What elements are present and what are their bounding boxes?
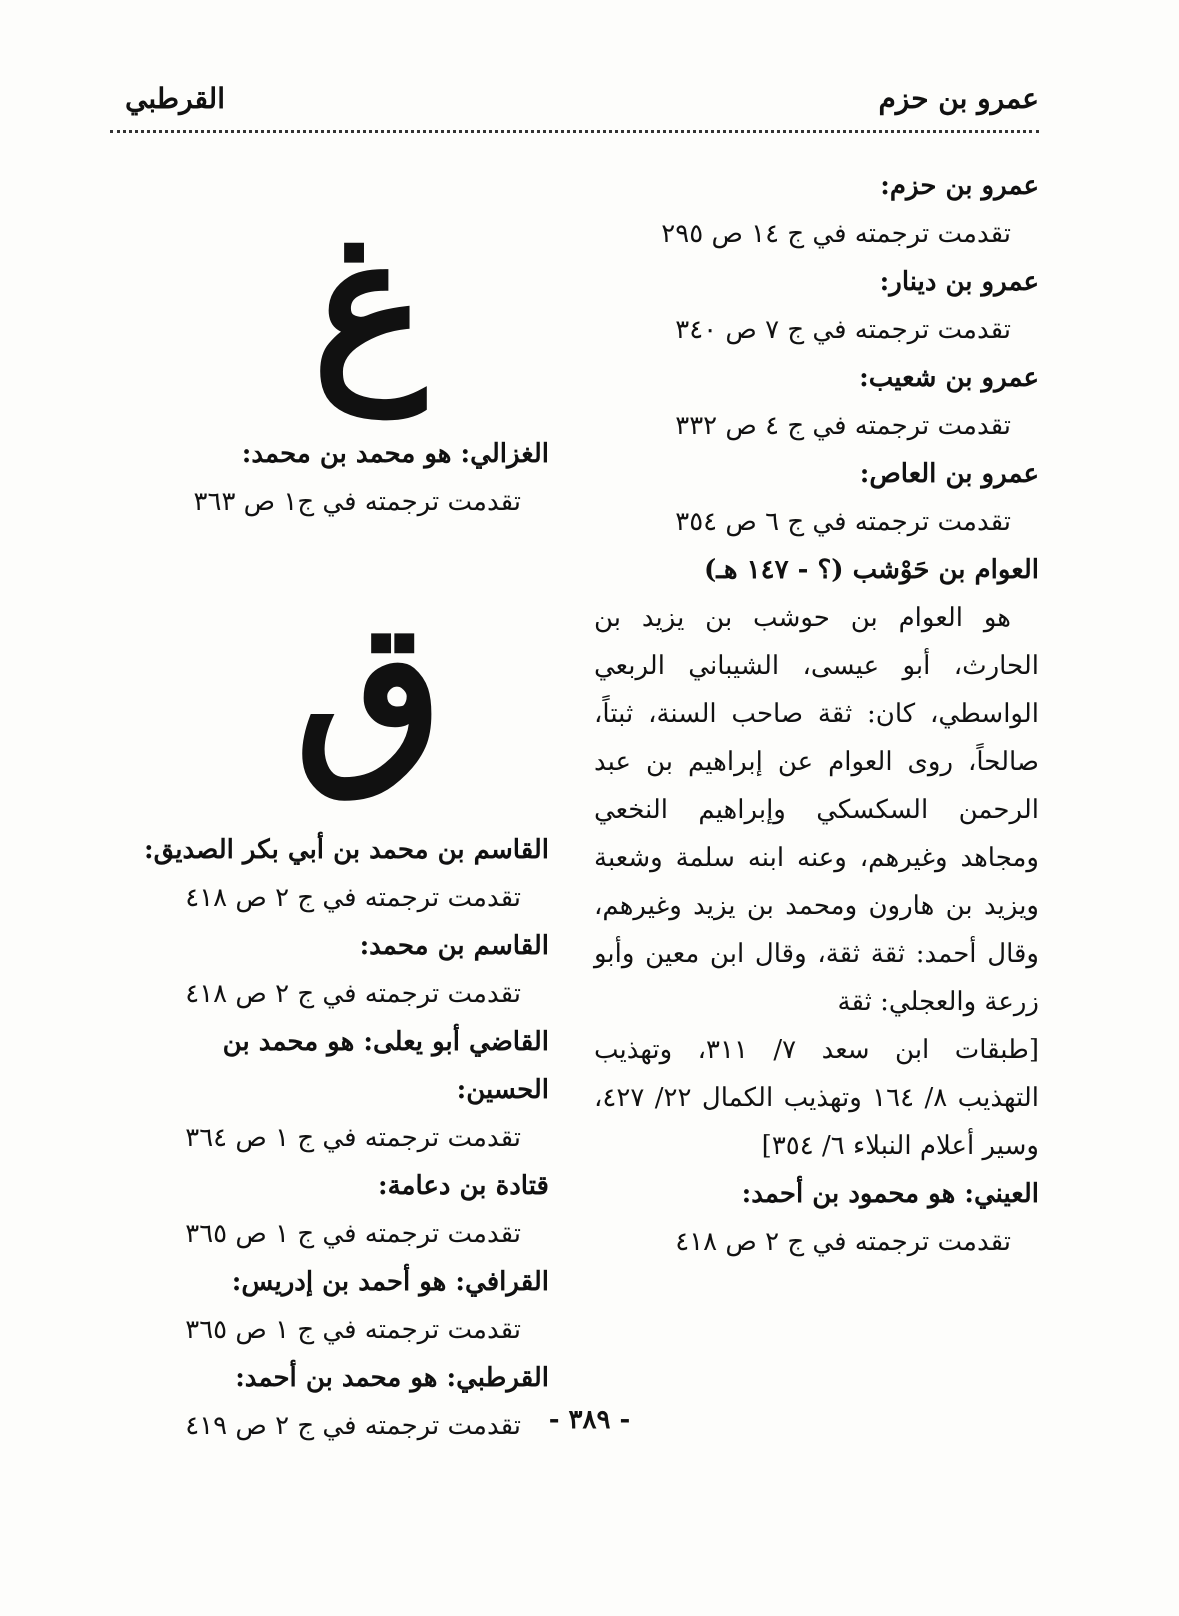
entry: [594, 450, 1039, 546]
entry-reference: تقدمت ترجمته في ج ٢ ص ٤١٨: [675, 1227, 1011, 1257]
entry: [129, 1162, 549, 1258]
entry-name: عمرو بن شعيب:: [859, 363, 1039, 393]
entry: [129, 922, 549, 1018]
entry-name: قتادة بن دعامة:: [377, 1171, 549, 1201]
entry-name: الغزالي: هو محمد بن محمد:: [241, 439, 549, 469]
entry: [129, 826, 549, 922]
entry-reference: تقدمت ترجمته في ج ٢ ص ٤١٨: [185, 979, 521, 1009]
entry: [594, 1170, 1039, 1266]
entry: [594, 162, 1039, 258]
biography-body: هو العوام بن حوشب بن يزيد بن الحارث، أبو عيسى، الشيباني الربعي الواسطي، كان: ثقة صاحب السنة، ثبتاً، صالحاً، روى العوام عن إبراهيم بن عبد الرحمن السكسكي وإبراهيم النخعي ومجاهد وغيرهم، وعنه ابنه سلمة وشعبة ويزيد بن هارون ومحمد بن يزيد وغيرهم، وقال أحمد: ثقة ثقة، وقال ابن معين وأبو زرعة والعجلي: ثقة: [594, 603, 1039, 1017]
entry-name: القرطبي: هو محمد بن أحمد:: [235, 1363, 549, 1393]
page-number: - ٣٨٩ -: [548, 1405, 631, 1435]
entry-reference: تقدمت ترجمته في ج ٧ ص ٣٤٠: [675, 315, 1011, 345]
entry-name: القرافي: هو أحمد بن إدريس:: [231, 1267, 549, 1297]
entry-reference: تقدمت ترجمته في ج ٤ ص ٣٣٢: [675, 411, 1011, 441]
entry: [129, 1258, 549, 1354]
entry-reference: تقدمت ترجمته في ج ١٤ ص ٢٩٥: [661, 219, 1011, 249]
entry-reference: تقدمت ترجمته في ج ١ ص ٣٦٥: [185, 1219, 521, 1249]
entry-name: عمرو بن دينار:: [879, 267, 1039, 297]
entry-name: عمرو بن حزم:: [880, 171, 1039, 201]
running-title-right: عمرو بن حزم: [878, 82, 1039, 115]
left-column: [129, 193, 549, 1450]
entry: [594, 258, 1039, 354]
entry: [594, 354, 1039, 450]
entry-reference: تقدمت ترجمته في ج ١ ص ٣٦٥: [185, 1315, 521, 1345]
entry-reference: تقدمت ترجمته في ج ١ ص ٣٦٤: [185, 1123, 521, 1153]
entry-name: القاسم بن محمد بن أبي بكر الصديق:: [144, 835, 549, 865]
running-title-left: القرطبي: [125, 82, 225, 115]
entry: [129, 1018, 549, 1162]
entry: [129, 1354, 549, 1450]
section-letter-qaf: ق: [295, 579, 443, 802]
running-header: [110, 70, 1039, 133]
sources-citation: [طبقات ابن سعد ٧/ ٣١١، وتهذيب التهذيب ٨/ ١٦٤ وتهذيب الكمال ٢٢/ ٤٢٧، وسير أعلام النبلاء ٦/ ٣٥٤]: [594, 1035, 1040, 1161]
entry-reference: تقدمت ترجمته في ج ٢ ص ٤١٨: [185, 883, 521, 913]
entry-reference: تقدمت ترجمته في ج ٢ ص ٤١٩: [185, 1411, 521, 1441]
entry-reference: تقدمت ترجمته في ج١ ص ٣٦٣: [193, 487, 521, 517]
entry-name: القاسم بن محمد:: [359, 931, 549, 961]
entry-name: عمرو بن العاص:: [859, 459, 1039, 489]
entry-name: العوام بن حَوْشب (؟ - ١٤٧ هـ): [703, 555, 1039, 585]
entry-awwam: [594, 546, 1039, 1170]
entry-name: العيني: هو محمود بن أحمد:: [741, 1179, 1039, 1209]
biography-text: [594, 594, 1039, 1026]
entry-reference: تقدمت ترجمته في ج ٦ ص ٣٥٤: [675, 507, 1011, 537]
entry-name: القاضي أبو يعلى: هو محمد بن الحسين:: [222, 1027, 549, 1105]
right-column: [594, 162, 1039, 1266]
section-letter-ghain: غ: [312, 193, 426, 416]
entry: [129, 430, 549, 526]
